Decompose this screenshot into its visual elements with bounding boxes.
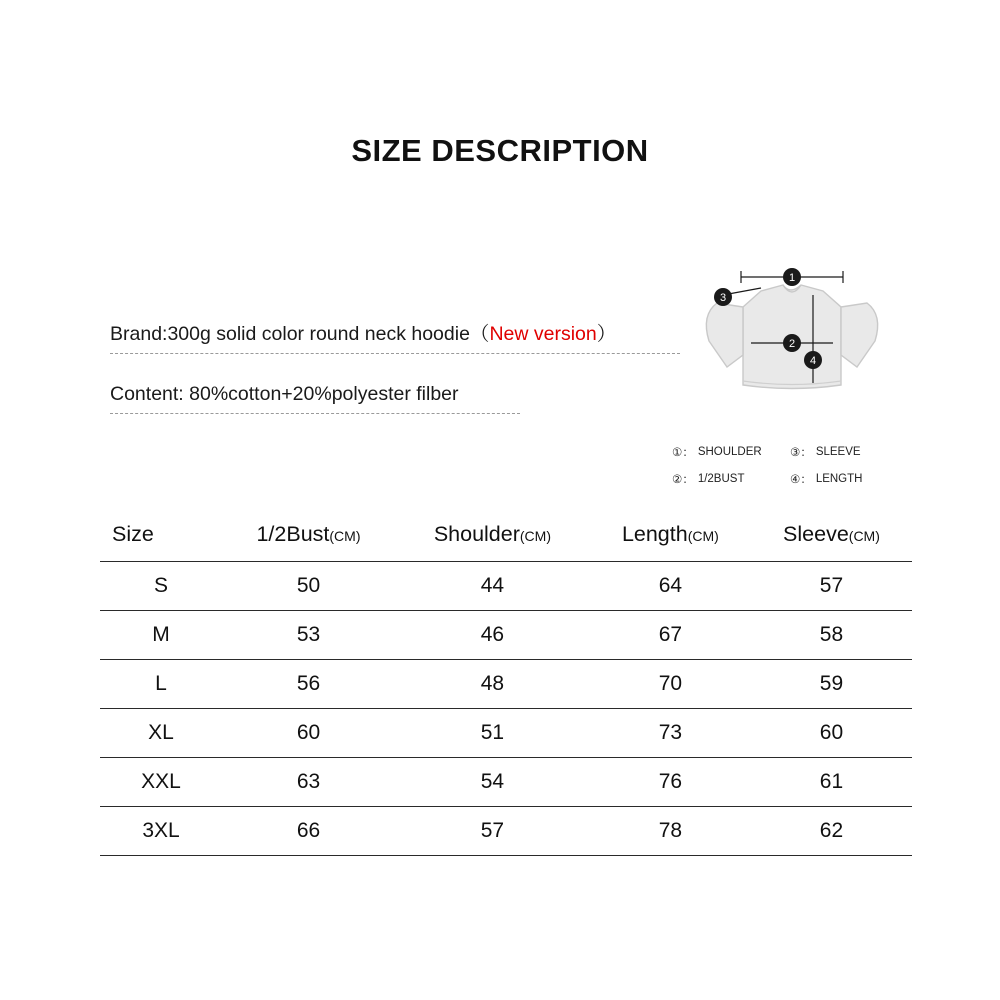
table-row [100,562,912,611]
cell-shoulder: 57 [395,807,590,856]
content-value: 80%cotton+20%polyester filber [189,383,459,405]
cell-length: 76 [590,758,751,807]
legend-separator: ： [800,447,812,459]
table-row [100,758,912,807]
hoodie-diagram [665,255,915,440]
cell-size: M [100,611,222,660]
table-row [100,611,912,660]
legend-label: LENGTH [815,473,863,485]
circled-number-icon: ③ [790,447,801,459]
cell-length: 78 [590,807,751,856]
brand-note: New version [489,323,597,345]
column-header-sleeve [751,518,912,562]
cell-bust: 50 [222,562,395,611]
hoodie-illustration-svg [665,255,915,440]
column-header-length [590,518,751,562]
cell-length: 64 [590,562,751,611]
legend-label: SLEEVE [815,446,861,458]
brand-paren-open: （ [469,323,490,345]
table-row [100,807,912,856]
cell-shoulder: 46 [395,611,590,660]
legend-item-sleeve [790,444,861,460]
table-body [100,562,912,856]
cell-sleeve: 61 [751,758,912,807]
column-header-size [100,518,222,562]
product-info [110,318,710,414]
header-unit: (CM) [519,528,551,544]
svg-text:3: 3 [719,292,727,304]
cell-size: L [100,660,222,709]
cell-length: 73 [590,709,751,758]
header-unit: (CM) [687,528,719,544]
cell-sleeve: 60 [751,709,912,758]
cell-bust: 60 [222,709,395,758]
content-label: Content: [110,383,184,405]
cell-bust: 66 [222,807,395,856]
legend-item-length [790,471,862,487]
cell-length: 70 [590,660,751,709]
cell-size: S [100,562,222,611]
header-unit: (CM) [329,528,361,544]
cell-size: 3XL [100,807,222,856]
page-title: SIZE DESCRIPTION [351,133,649,168]
column-header-bust [222,518,395,562]
brand-value: 300g solid color round neck hoodie [167,323,470,345]
size-table-wrapper [100,518,912,856]
brand-label: Brand: [110,323,168,345]
cell-bust: 53 [222,611,395,660]
legend-label: SHOULDER [697,446,762,458]
cell-shoulder: 44 [395,562,590,611]
header-unit: (CM) [848,528,880,544]
circled-number-icon: ④ [790,474,801,486]
table-row [100,709,912,758]
circled-number-icon: ② [672,474,683,486]
brand-paren-close: ） [596,323,617,345]
content-line [110,383,520,414]
size-table [100,518,912,856]
cell-sleeve: 57 [751,562,912,611]
cell-sleeve: 59 [751,660,912,709]
cell-size: XXL [100,758,222,807]
svg-text:4: 4 [809,355,817,367]
table-header [100,518,912,562]
legend-label: 1/2BUST [697,473,745,485]
cell-sleeve: 62 [751,807,912,856]
header-text: Sleeve [783,522,849,546]
circled-number-icon: ① [672,447,683,459]
legend-separator: ： [800,474,812,486]
legend-item-bust [672,471,790,487]
cell-shoulder: 54 [395,758,590,807]
cell-shoulder: 51 [395,709,590,758]
brand-line [110,318,680,354]
table-row [100,660,912,709]
header-text: Shoulder [433,522,520,546]
table-header-row [100,518,912,562]
cell-bust: 63 [222,758,395,807]
cell-sleeve: 58 [751,611,912,660]
cell-bust: 56 [222,660,395,709]
legend-separator: ： [682,447,694,459]
header-text: 1/2Bust [256,522,330,546]
svg-text:1: 1 [788,272,796,284]
legend-item-shoulder [672,444,790,460]
legend-row [672,444,912,460]
measurement-legend [672,444,912,498]
cell-shoulder: 48 [395,660,590,709]
header-text: Length [621,522,688,546]
legend-row [672,471,912,487]
legend-separator: ： [682,474,694,486]
cell-size: XL [100,709,222,758]
header-text: Size [112,522,154,546]
column-header-shoulder [395,518,590,562]
cell-length: 67 [590,611,751,660]
svg-text:2: 2 [788,338,796,350]
